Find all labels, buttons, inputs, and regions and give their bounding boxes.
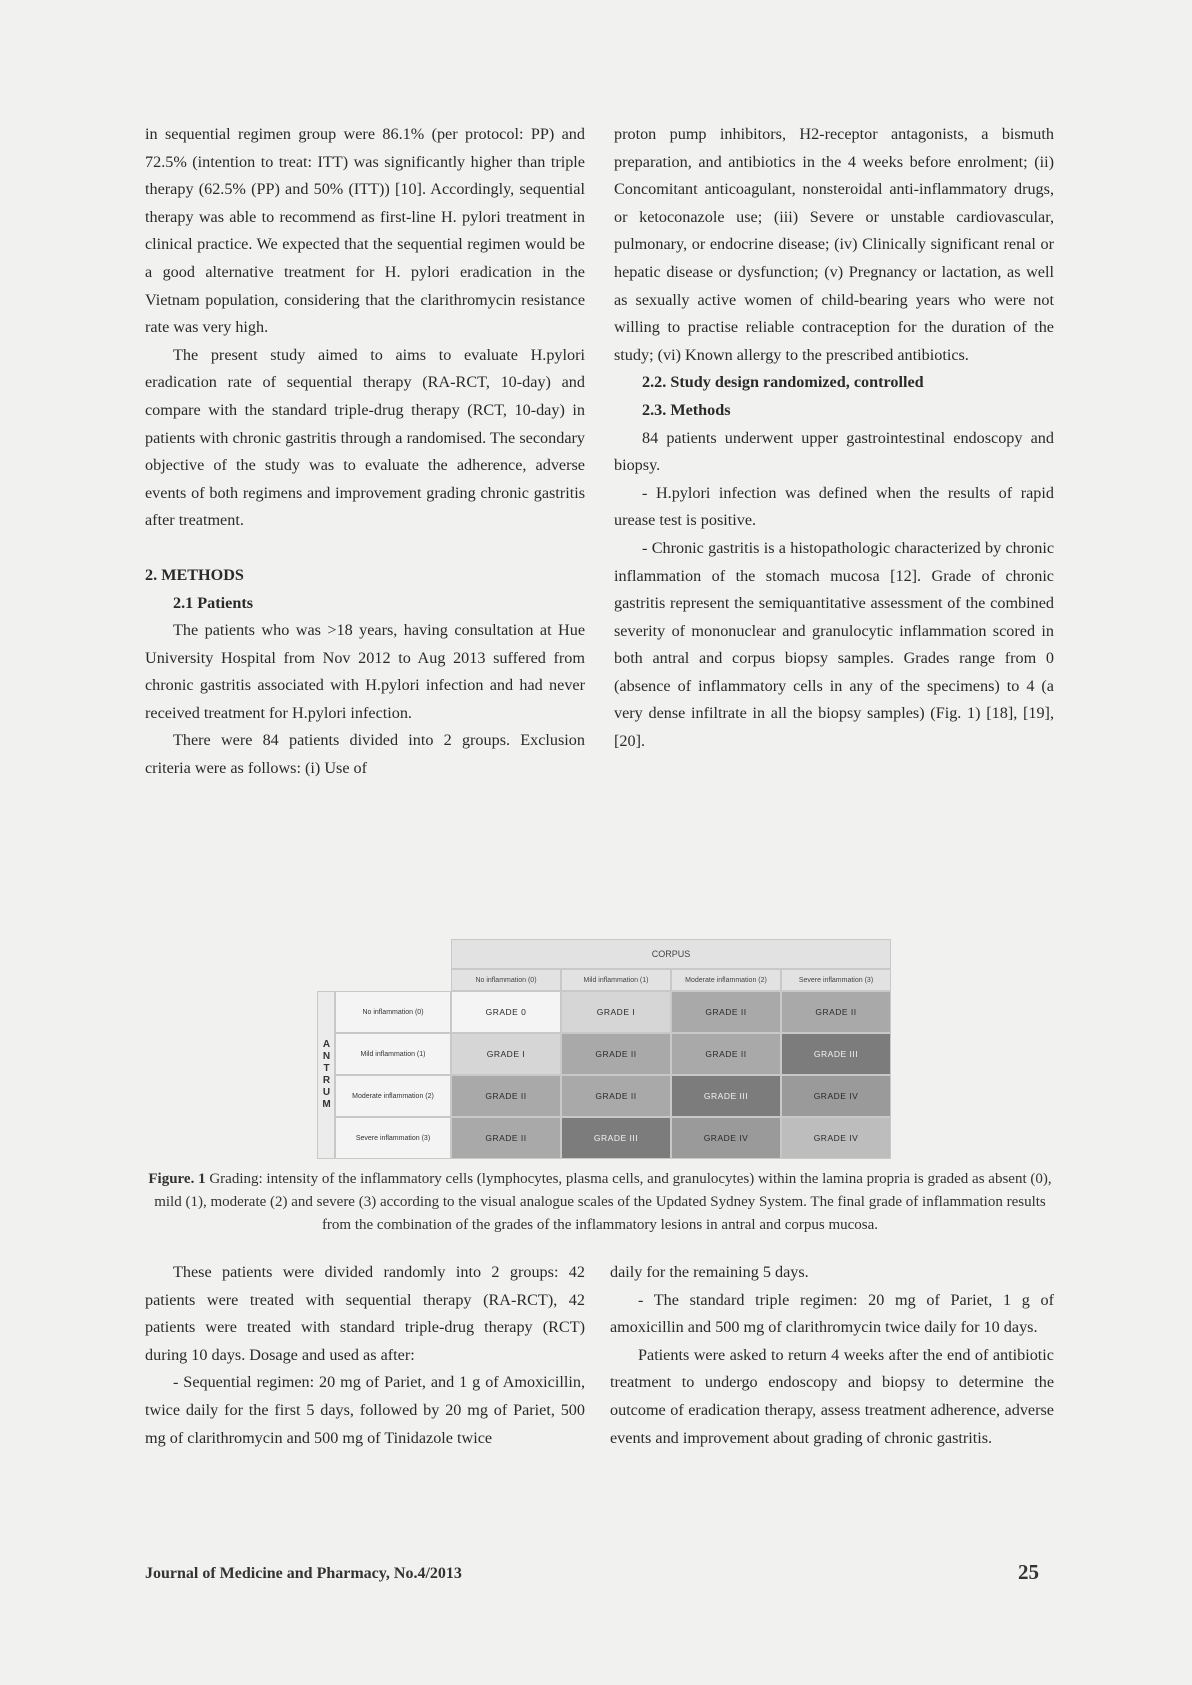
grade-cell: GRADE II: [561, 1033, 671, 1075]
paragraph: - H.pylori infection was defined when the results of rapid urease test is positive.: [614, 483, 1054, 530]
paragraph: - Chronic gastritis is a histopathologic characterized by chronic inflammation of the stomach mucosa [12]. Grade of chronic gastritis represent the semiquantitative assessment of the combined severity of mononuclear and granulocytic inflammation scored in both antral and corpus biopsy samples. Grades range from 0 (absence of inflammatory cells in any of the specimens) to 4 (a very dense infiltrate in all the biopsy samples) (Fig. 1) [18], [19], [20].: [614, 538, 1054, 751]
grade-cell: GRADE II: [781, 991, 891, 1033]
paragraph: There were 84 patients divided into 2 groups. Exclusion criteria were as follows: (i) Use of: [145, 731, 585, 778]
column-header: Mild inflammation (1): [561, 969, 671, 991]
paragraph: The patients who was >18 years, having consultation at Hue University Hospital from Nov 2012 to Aug 2013 suffered from chronic gastritis associated with H.pylori infection and had never received treatment for H.pylori infection.: [145, 621, 585, 722]
grade-cell: GRADE IV: [671, 1117, 781, 1159]
paragraph: in sequential regimen group were 86.1% (per protocol: PP) and 72.5% (intention to treat: ITT) was significantly higher than triple therapy (62.5% (PP) and 50% (ITT)) [10]. Accordingly, sequential therapy was able to recommend as first-line H. pylori treatment in clinical practice. We expected that the sequential regimen would be a good alternative treatment for H. pylori eradication in the Vietnam population, considering that the clarithromycin resistance rate was very high.: [145, 125, 585, 337]
grade-cell: GRADE II: [451, 1117, 561, 1159]
column-bottom-right: [610, 1259, 1054, 1452]
grading-figure: [317, 939, 889, 1161]
subsection-heading: 2.3. Methods: [642, 400, 731, 419]
paragraph: - The standard triple regimen: 20 mg of Pariet, 1 g of amoxicillin and 500 mg of clarithromycin twice daily for 10 days.: [610, 1290, 1054, 1337]
corpus-header: CORPUS: [451, 939, 891, 969]
grade-cell: GRADE I: [561, 991, 671, 1033]
grade-cell: GRADE I: [451, 1033, 561, 1075]
row-label: Moderate inflammation (2): [335, 1075, 451, 1117]
subsection-heading: 2.1 Patients: [173, 593, 254, 612]
grade-cell: GRADE III: [561, 1117, 671, 1159]
column-top-left: [145, 121, 585, 783]
grade-cell: GRADE IV: [781, 1117, 891, 1159]
section-heading: 2. METHODS: [145, 565, 244, 584]
subsection-heading: 2.2. Study design randomized, controlled: [642, 373, 924, 392]
journal-footer: Journal of Medicine and Pharmacy, No.4/2013: [145, 1565, 462, 1582]
row-label: Mild inflammation (1): [335, 1033, 451, 1075]
grade-cell: GRADE II: [671, 991, 781, 1033]
row-label: Severe inflammation (3): [335, 1117, 451, 1159]
grade-cell: GRADE IV: [781, 1075, 891, 1117]
paragraph: daily for the remaining 5 days.: [610, 1263, 809, 1281]
paragraph: proton pump inhibitors, H2-receptor antagonists, a bismuth preparation, and antibiotics in the 4 weeks before enrolment; (ii) Concomitant anticoagulant, nonsteroidal anti-inflammatory drugs, or ketoconazole use; (iii) Severe or unstable cardiovascular, pulmonary, or endocrine disease; (iv) Clinically significant renal or hepatic disease or dysfunction; (v) Pregnancy or lactation, as well as sexually active women of child-bearing years who were not willing to practise reliable contraception for the duration of the study; (vi) Known allergy to the prescribed antibiotics.: [614, 125, 1054, 364]
paragraph: 84 patients underwent upper gastrointestinal endoscopy and biopsy.: [614, 428, 1054, 475]
page-number: 25: [1018, 1560, 1039, 1584]
grade-cell: GRADE 0: [451, 991, 561, 1033]
column-top-right: [614, 121, 1054, 756]
caption-text: Grading: intensity of the inflammatory cells (lymphocytes, plasma cells, and granulocytes) within the lamina propria is graded as absent (0), mild (1), moderate (2) and severe (3) according to the visual analogue scales of the Updated Sydney System. The final grade of inflammation results from the combination of the grades of the inflammatory lesions in antral and corpus mucosa.: [154, 1171, 1052, 1233]
paragraph: - Sequential regimen: 20 mg of Pariet, and 1 g of Amoxicillin, twice daily for the first 5 days, followed by 20 mg of Pariet, 500 mg of clarithromycin and 500 mg of Tinidazole twice: [145, 1373, 585, 1447]
antrum-label: ANTRUM: [317, 991, 335, 1159]
column-header: Moderate inflammation (2): [671, 969, 781, 991]
figure-caption: [145, 1168, 1055, 1237]
caption-label: Figure. 1: [148, 1171, 206, 1187]
grade-cell: GRADE III: [781, 1033, 891, 1075]
column-header: Severe inflammation (3): [781, 969, 891, 991]
grade-cell: GRADE II: [451, 1075, 561, 1117]
paragraph: Patients were asked to return 4 weeks after the end of antibiotic treatment to undergo endoscopy and biopsy to determine the outcome of eradication therapy, assess treatment adherence, adverse events and improvement about grading of chronic gastritis.: [610, 1345, 1054, 1447]
paragraph: These patients were divided randomly into 2 groups: 42 patients were treated with sequential therapy (RA-RCT), 42 patients were treated with standard triple-drug therapy (RCT) during 10 days. Dosage and used as after:: [145, 1263, 585, 1364]
grade-cell: GRADE III: [671, 1075, 781, 1117]
row-label: No inflammation (0): [335, 991, 451, 1033]
paragraph: The present study aimed to aims to evaluate H.pylori eradication rate of sequential therapy (RA-RCT, 10-day) and compare with the standard triple-drug therapy (RCT, 10-day) in patients with chronic gastritis through a randomised. The secondary objective of the study was to evaluate the adherence, adverse events of both regimens and improvement grading chronic gastritis after treatment.: [145, 345, 585, 530]
column-header: No inflammation (0): [451, 969, 561, 991]
column-bottom-left: [145, 1259, 585, 1452]
grade-cell: GRADE II: [671, 1033, 781, 1075]
grade-cell: GRADE II: [561, 1075, 671, 1117]
